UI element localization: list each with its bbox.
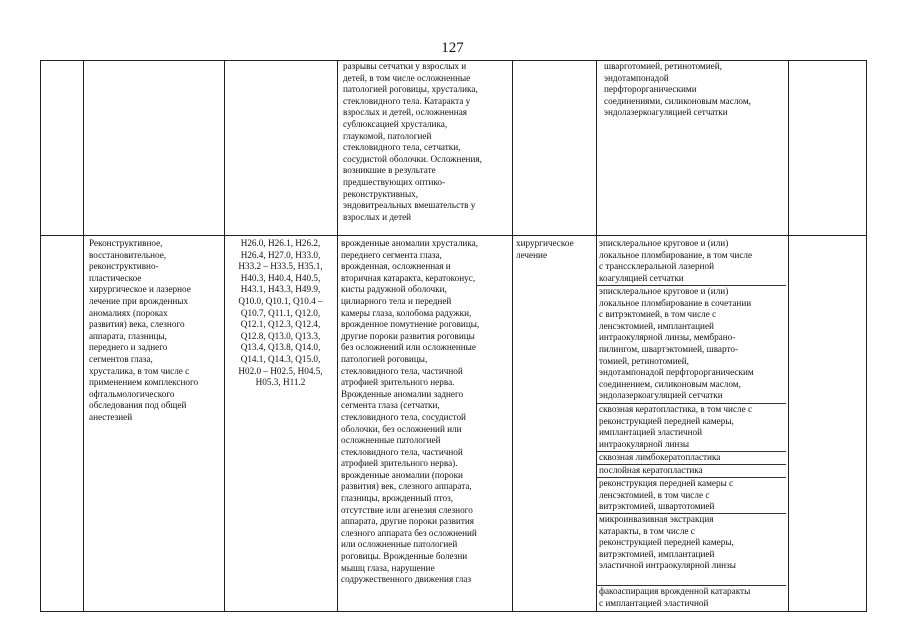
method-item: эписклеральное круговое и (или) локальное пломбирование, в том числе с транссклеральной лазерной коагуляцией сетчатки (599, 238, 753, 283)
method-item: сквозная кератопластика, в том числе с реконструкцией передней камеры, имплантацией эластичной интраокулярной линзы (599, 404, 753, 449)
row2-diseases-cell: врожденные аномалии хрусталика, переднего сегмента глаза, врожденная, осложненная и вторичная катаракта, кератоконус, кисты радужной оболочки, цилиарного тела и передней камеры глаза, колобома радужки, врожденное помутнение роговицы, другие пороки развития роговицы без осложнений или осложненные патологией роговицы, стекловидного тела, частичной атрофией зрительного нерва. Врожденные аномалии заднего сегмента глаза (сетчатки, стекловидного тела, сосудистой оболочки, без осложнений или осложненные патологией стекловидного тела, частичной атрофией зрительного нерва). врожденные аномалии (пороки развития) век, слезного аппарата, глазницы, врожденный птоз, отсутствие или агенезия слезного аппарата, другие пороки развития слезного аппарата без осложнений или осложненные патологией роговицы. Врожденные болезни мышц глаза, нарушение содружественного движения глаз (341, 238, 480, 585)
row1-diseases-cell: разрывы сетчатки у взрослых и детей, в том числе осложненные патологией роговицы, хрусталика, стекловидного тела. Катаракта у взрослых и детей, осложненная сублюксацией хрусталика, глаукомой, патологией стекловидного тела, сетчатки, сосудистой оболочки. Осложнения, возникшие в результате предшествующих оптико- реконструктивных, эндовитреальных вмешательств у взрослых и детей (343, 61, 482, 222)
row2-care-name-cell: Реконструктивное, восстановительное, реконструктивно- пластическое хирургическое и лазерное лечение при врожденных аномалиях (пороках развития) века, слезного аппарата, глазницы, переднего и заднего сегментов глаза, хрусталика, в том числе с применением комплексного офтальмологического обследования под общей анестезией (89, 238, 199, 422)
column-divider (866, 61, 867, 611)
column-divider (337, 61, 338, 611)
method-item: микроинвазивная экстракция катаракты, в том числе с реконструкцией передней камеры, витрэктомией, имплантацией эластичной интраокулярной линзы (599, 514, 736, 571)
column-divider (512, 61, 513, 611)
medical-care-table (40, 60, 867, 612)
method-item: сквозная лимбокератопластика (599, 452, 721, 462)
column-divider (83, 61, 84, 611)
method-item: реконструкция передней камеры с ленсэктомией, в том числе с витрэктомией, швартотомией (599, 478, 734, 512)
method-item: послойная кератопластика (599, 465, 703, 475)
method-item: эписклеральное круговое и (или) локальное пломбирование в сочетании с витрэктомией, в том числе с ленсэктомией, имплантацией интраокулярной линзы, мембрано- пилингом, швартэктомией, шварто- томией, ретинотомией, эндотампонадой перфторорганическим соединением, силиконовым маслом, эндолазеркоагуляцией сетчатки (599, 286, 754, 401)
row1-method-cell: шварготомией, ретинотомией, эндотампонадой перфторорганическими соединениями, силиконовым маслом, эндолазеркоагуляцией сетчатки (604, 61, 751, 118)
row2-icd-codes-cell: H26.0, H26.1, H26.2, H26.4, H27.0, H33.0, H33.2 – H33.5, H35.1, H40.3, H40.4, H40.5, H43.1, H43.3, H49.9, Q10.0, Q10.1, Q10.4 – Q10.7, Q11.1, Q12.0, Q12.1, Q12.3, Q12.4, Q12.8, Q13.0, Q13.3, Q13.4, Q13.8, Q14.0, Q14.1, Q14.3, Q15.0, H02.0 – H02.5, H04.5, H05.3, H11.2 (238, 238, 323, 388)
row2-treatment-type-cell: хирургическое лечение (516, 238, 574, 260)
column-divider (596, 61, 597, 611)
page-number: 127 (441, 40, 464, 56)
method-item: факоаспирация врожденной катаракты с имплантацией эластичной (599, 586, 751, 608)
row-divider (41, 235, 867, 236)
column-divider (788, 61, 789, 611)
